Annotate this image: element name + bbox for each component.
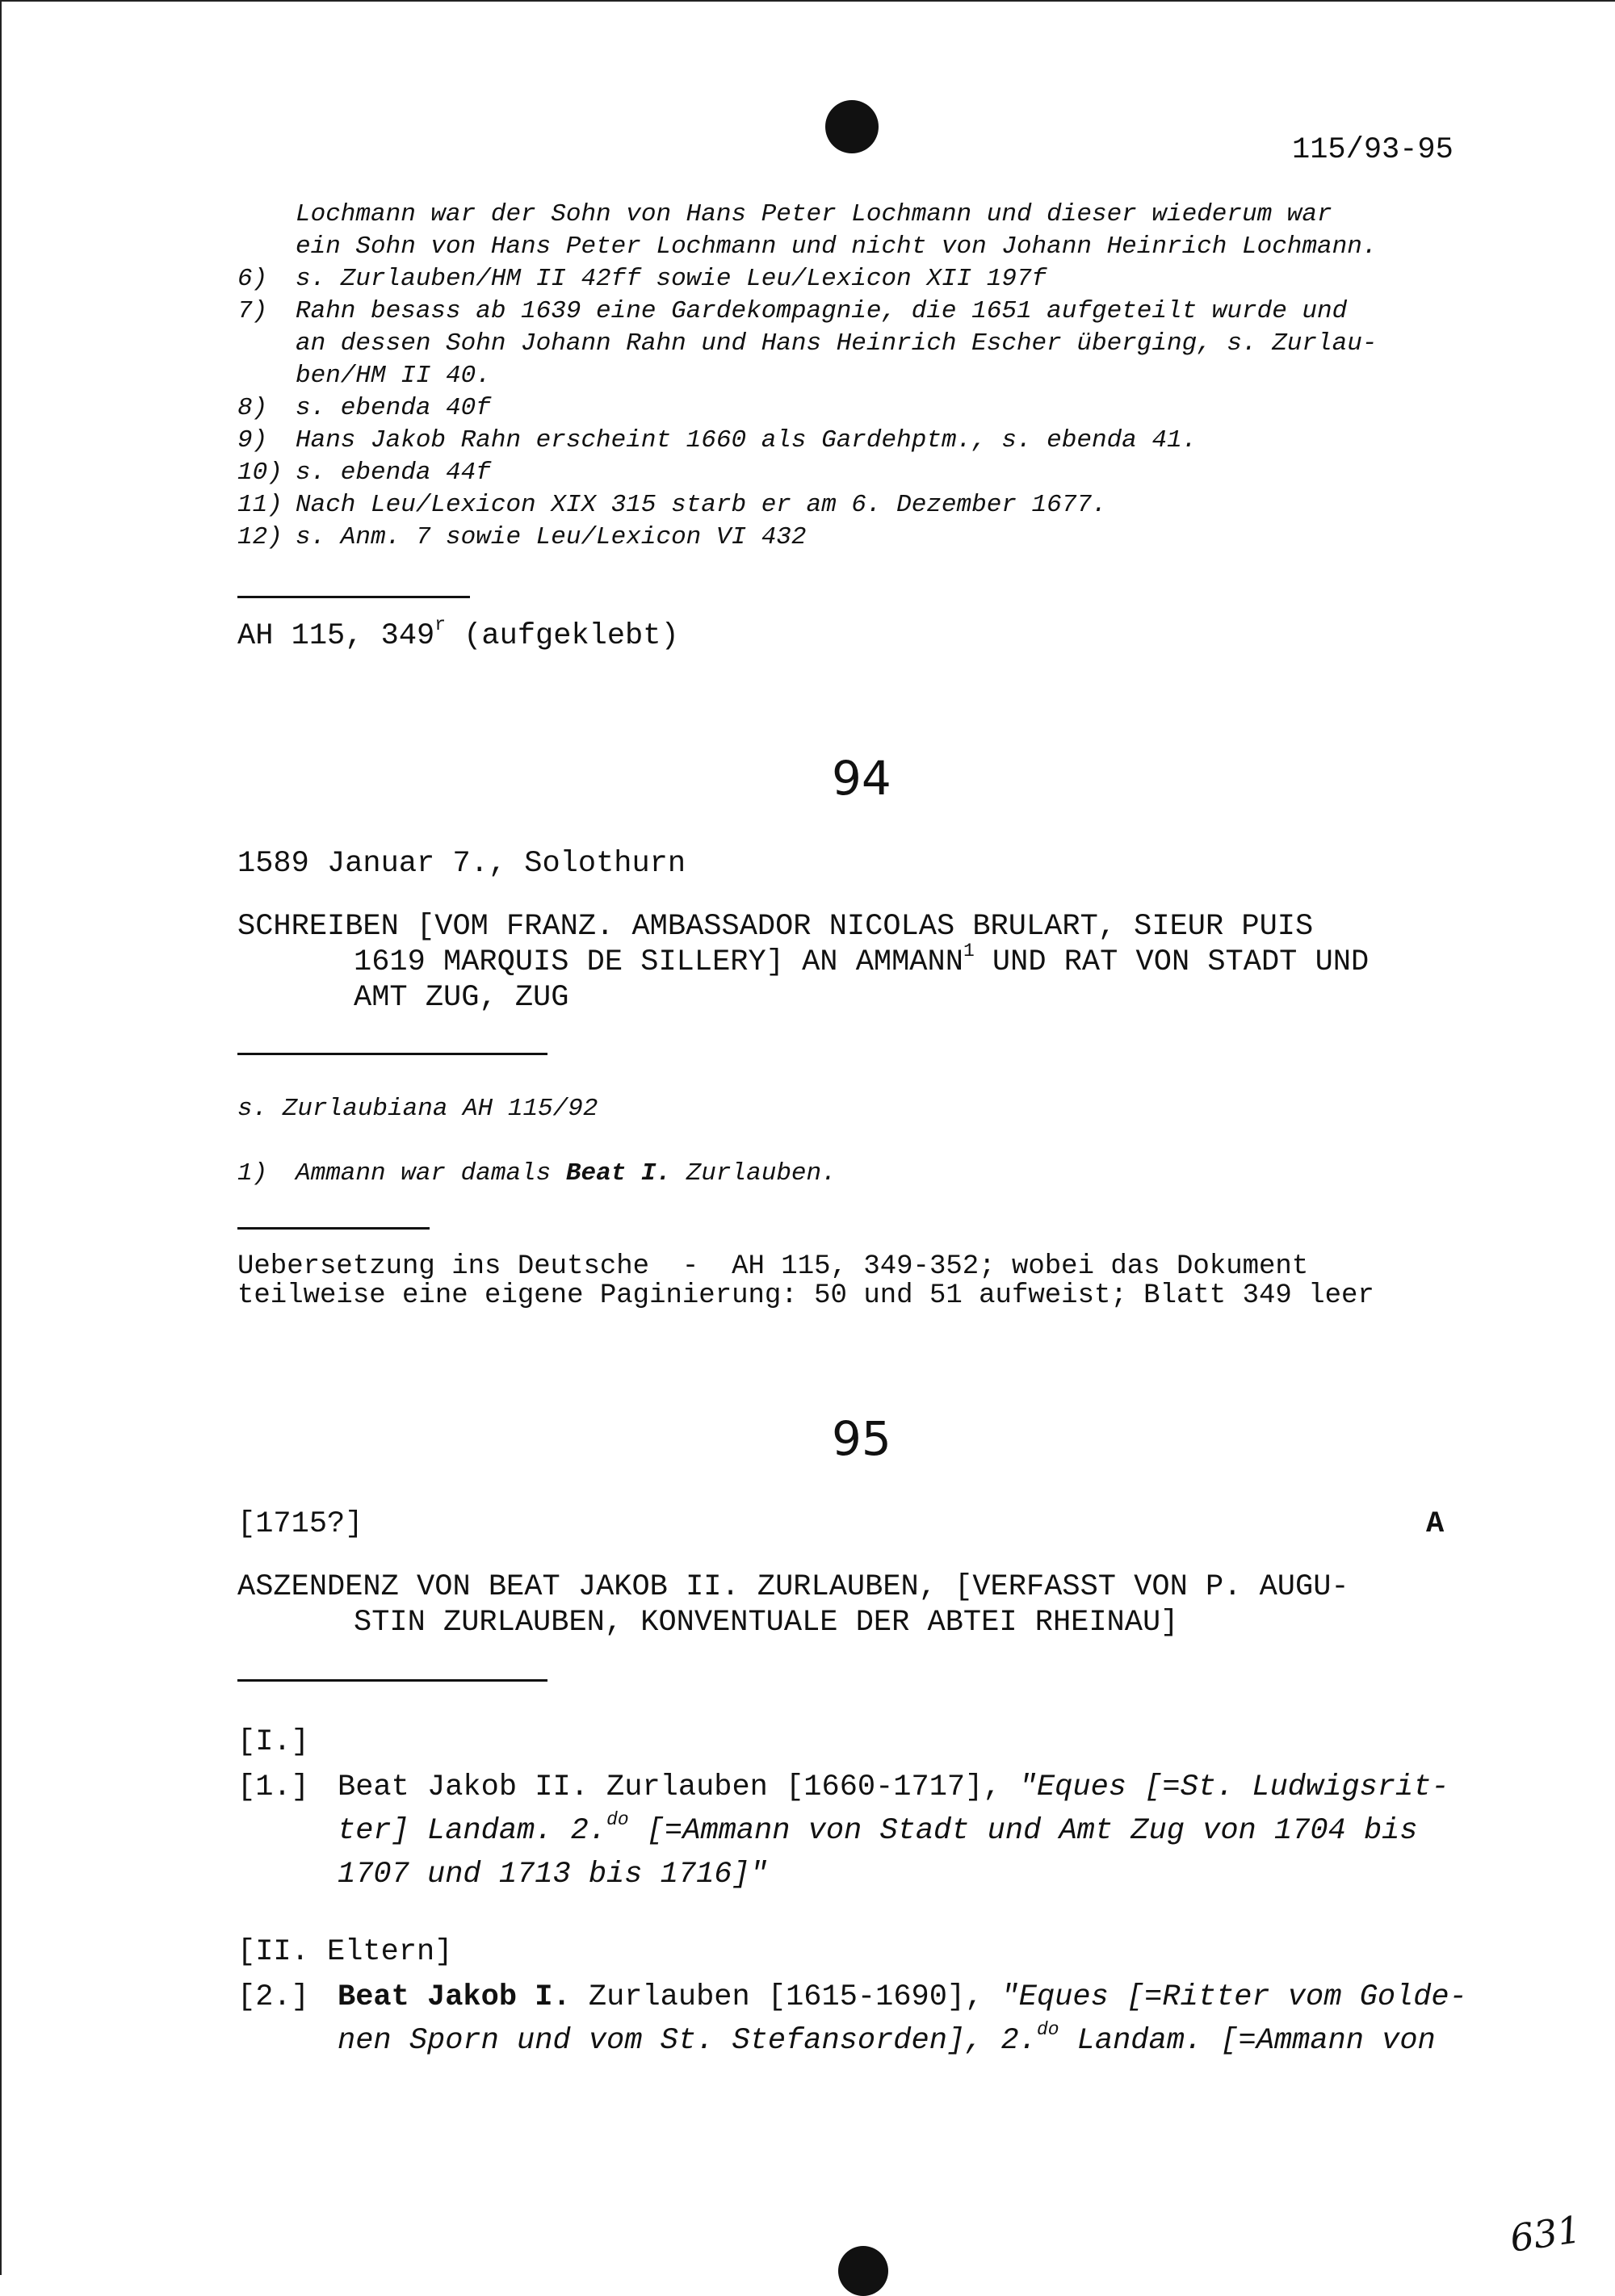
note-12-number: 12): [237, 523, 283, 551]
note-7-line-2: an dessen Sohn Johann Rahn und Hans Heinrich Escher überging, s. Zurlau-: [296, 329, 1378, 358]
doc95-entry-2-line-1: Beat Jakob I. Zurlauben [1615-1690], "Eques [=Ritter vom Golde-: [338, 1980, 1467, 2014]
separator-rule: [237, 1053, 547, 1055]
doc94-date: 1589 Januar 7., Solothurn: [237, 847, 686, 881]
doc94-title-line-1: SCHREIBEN [VOM FRANZ. AMBASSADOR NICOLAS BRULART, SIEUR PUIS: [237, 910, 1314, 944]
page-reference: 115/93-95: [1292, 133, 1454, 167]
doc94-reference: s. Zurlaubiana AH 115/92: [237, 1095, 598, 1123]
note-continuation-line-2: ein Sohn von Hans Peter Lochmann und nicht von Johann Heinrich Lochmann.: [296, 233, 1378, 261]
doc95-title-line-2: STIN ZURLAUBEN, KONVENTUALE DER ABTEI RHEINAU]: [354, 1606, 1179, 1640]
doc95-section-1-heading: [I.]: [237, 1725, 309, 1759]
note-11-number: 11): [237, 491, 283, 519]
note-10-text: s. ebenda 44f: [296, 459, 491, 487]
note-9-text: Hans Jakob Rahn erscheint 1660 als Gardehptm., s. ebenda 41.: [296, 426, 1198, 455]
doc95-date: [1715?]: [237, 1507, 363, 1541]
doc94-title-line-2: 1619 MARQUIS DE SILLERY] AN AMMANN$^1$ UND RAT VON STADT UND: [354, 940, 1370, 979]
doc95-entry-1-line-3: 1707 und 1713 bis 1716]": [338, 1858, 768, 1892]
document-number-95: 95: [832, 1411, 891, 1466]
note-6-text: s. Zurlauben/HM II 42ff sowie Leu/Lexicon XII 197f: [296, 265, 1047, 293]
doc95-version-letter: A: [1426, 1507, 1445, 1541]
note-9-number: 9): [237, 426, 268, 455]
doc95-title-line-1: ASZENDENZ VON BEAT JAKOB II. ZURLAUBEN, [VERFASST VON P. AUGU-: [237, 1570, 1349, 1604]
separator-rule: [237, 1227, 430, 1230]
note-7-number: 7): [237, 297, 268, 325]
doc94-footnote-text: Ammann war damals Beat I. Zurlauben.: [296, 1159, 837, 1188]
doc94-title-line-3: AMT ZUG, ZUG: [354, 981, 569, 1015]
doc94-translation-line-1: Uebersetzung ins Deutsche - AH 115, 349-352; wobei das Dokument: [237, 1251, 1309, 1282]
punch-hole-top: [825, 100, 879, 153]
source-reference-93: AH 115, 349$^r$ (aufgeklebt): [237, 614, 679, 653]
doc95-section-2-heading: [II. Eltern]: [237, 1935, 453, 1969]
doc94-translation-line-2: teilweise eine eigene Paginierung: 50 und 51 aufweist; Blatt 349 leer: [237, 1280, 1374, 1311]
doc95-entry-1-number: [1.]: [237, 1770, 309, 1804]
document-number-94: 94: [832, 751, 891, 806]
doc94-footnote-number: 1): [237, 1159, 268, 1188]
punch-hole-bottom: [838, 2246, 888, 2296]
doc95-entry-2-line-2: nen Sporn und vom St. Stefansorden], 2.$^{do}$ Landam. [=Ammann von: [338, 2018, 1436, 2058]
note-7-line-3: ben/HM II 40.: [296, 362, 491, 390]
doc95-entry-2-number: [2.]: [237, 1980, 309, 2014]
handwritten-page-number: 631: [1507, 2207, 1584, 2260]
note-8-text: s. ebenda 40f: [296, 394, 491, 422]
doc95-entry-1-line-1: Beat Jakob II. Zurlauben [1660-1717], "Eques [=St. Ludwigsrit-: [338, 1770, 1449, 1804]
separator-rule: [237, 596, 470, 598]
note-10-number: 10): [237, 459, 283, 487]
doc95-entry-1-line-2: ter] Landam. 2.$^{do}$ [=Ammann von Stadt und Amt Zug von 1704 bis: [338, 1808, 1418, 1848]
note-7-line-1: Rahn besass ab 1639 eine Gardekompagnie, die 1651 aufgeteilt wurde und: [296, 297, 1348, 325]
separator-rule: [237, 1679, 547, 1682]
note-continuation-line-1: Lochmann war der Sohn von Hans Peter Lochmann und dieser wiederum war: [296, 200, 1332, 228]
note-12-text: s. Anm. 7 sowie Leu/Lexicon VI 432: [296, 523, 807, 551]
note-6-number: 6): [237, 265, 268, 293]
note-8-number: 8): [237, 394, 268, 422]
note-11-text: Nach Leu/Lexicon XIX 315 starb er am 6. Dezember 1677.: [296, 491, 1107, 519]
